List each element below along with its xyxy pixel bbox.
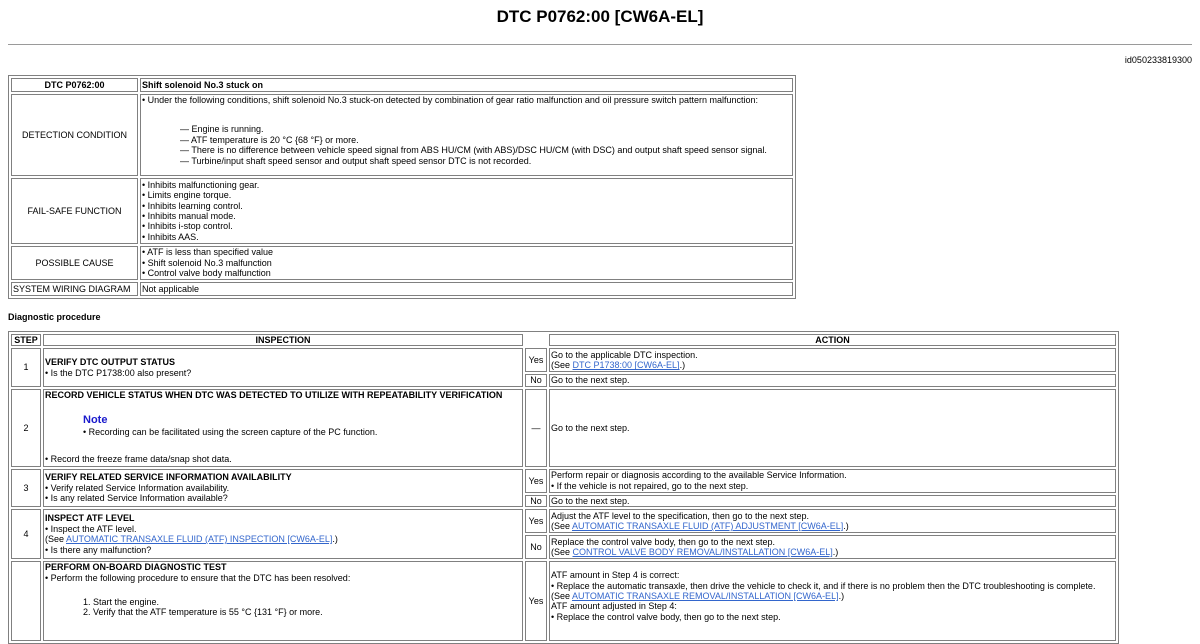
possible-cause-cell (140, 246, 793, 280)
inspection-cell (43, 348, 523, 386)
yes-label: Yes (525, 469, 547, 493)
detection-intro: • Under the following conditions, shift solenoid No.3 stuck-on detected by combination of gear ratio malfunction and oil pressure switch pattern malfunction: (142, 95, 758, 105)
inspection-cell (43, 469, 523, 507)
action-line: ATF amount in Step 4 is correct: (551, 570, 680, 581)
detection-item: — ATF temperature is 20 °C {68 °F} or more. (180, 134, 359, 145)
detection-condition-label: DETECTION CONDITION (11, 94, 138, 176)
failsafe-label: FAIL-SAFE FUNCTION (11, 178, 138, 244)
transaxle-removal-link[interactable]: AUTOMATIC TRANSAXLE REMOVAL/INSTALLATION [CW6A-EL] (572, 591, 839, 602)
action-line: • Replace the automatic transaxle, then drive the vehicle to check it, and if there is no problem then the DTC troubleshooting is complete. (551, 580, 1096, 591)
step-number: 3 (11, 469, 41, 507)
inspection-cell (43, 389, 523, 467)
step-number (11, 561, 41, 641)
failsafe-cell (140, 178, 793, 244)
possible-cause-label: POSSIBLE CAUSE (11, 246, 138, 280)
action-cell (549, 348, 1116, 372)
inspection-line: • Verify related Service Information availability. (45, 482, 230, 493)
cause-item: • Shift solenoid No.3 malfunction (142, 257, 272, 268)
see-prefix: (See (551, 360, 573, 371)
see-prefix: (See (45, 534, 67, 545)
procedure-step: 2. Verify that the ATF temperature is 55 °C {131 °F} or more. (83, 607, 323, 618)
cause-item: • ATF is less than specified value (142, 247, 274, 258)
note-text: • Recording can be facilitated using the screen capture of the PC function. (83, 427, 378, 438)
wiring-diagram-label: SYSTEM WIRING DIAGRAM (11, 282, 138, 296)
dtc-code-header: DTC P0762:00 (11, 78, 138, 92)
action-line: • If the vehicle is not repaired, go to the next step. (551, 480, 749, 491)
dash-label: — (525, 389, 547, 467)
action-line: • Replace the control valve body, then go to the next step. (551, 611, 781, 622)
diagnostic-procedure-table (8, 331, 1119, 644)
failsafe-item: • Inhibits manual mode. (142, 211, 236, 221)
document-id: id050233819300 (1124, 55, 1192, 65)
yes-label: Yes (525, 348, 547, 372)
see-prefix: (See (551, 547, 573, 558)
action-cell: Go to the next step. (549, 495, 1116, 507)
action-header: ACTION (549, 334, 1116, 346)
detection-item: — Engine is running. (180, 124, 264, 135)
failsafe-item: • Inhibits learning control. (142, 200, 243, 211)
action-line: Adjust the ATF level to the specification, then go to the next step. (551, 510, 809, 521)
inspection-header: INSPECTION (43, 334, 523, 346)
inspection-line: • Is any related Service Information available? (45, 493, 228, 504)
step-number: 1 (11, 348, 41, 386)
title-divider (8, 44, 1192, 45)
failsafe-item: • Inhibits i-stop control. (142, 221, 233, 232)
action-cell (549, 469, 1116, 493)
step-number: 2 (11, 389, 41, 467)
no-label: No (525, 495, 547, 507)
step-header: STEP (11, 334, 41, 346)
action-cell (549, 535, 1116, 559)
inspection-title: RECORD VEHICLE STATUS WHEN DTC WAS DETECTED TO UTILIZE WITH REPEATABILITY VERIFICATION (45, 389, 503, 400)
action-cell (549, 509, 1116, 533)
action-line: Go to the applicable DTC inspection. (551, 350, 698, 360)
cause-item: • Control valve body malfunction (142, 268, 271, 279)
inspection-cell (43, 561, 523, 641)
inspection-title: PERFORM ON-BOARD DIAGNOSTIC TEST (45, 562, 227, 573)
inspection-title: VERIFY RELATED SERVICE INFORMATION AVAILABILITY (45, 472, 292, 483)
yes-label: Yes (525, 561, 547, 641)
inspection-line: • Record the freeze frame data/snap shot data. (45, 453, 232, 464)
detection-item: — Turbine/input shaft speed sensor and output shaft speed sensor DTC is not recorded. (180, 155, 532, 166)
detection-condition-cell (140, 94, 793, 176)
inspection-title: VERIFY DTC OUTPUT STATUS (45, 357, 176, 368)
see-suffix: .) (679, 360, 686, 371)
step-number: 4 (11, 509, 41, 559)
note-label: Note (83, 414, 108, 427)
dtc-info-table (8, 75, 796, 299)
yes-label: Yes (525, 509, 547, 533)
inspection-cell (43, 509, 523, 559)
inspection-line: • Perform the following procedure to ensure that the DTC has been resolved: (45, 572, 351, 583)
atf-inspection-link[interactable]: AUTOMATIC TRANSAXLE FLUID (ATF) INSPECTION [CW6A-EL] (66, 534, 333, 545)
see-prefix: (See (551, 521, 573, 532)
action-line: ATF amount adjusted in Step 4: (551, 601, 677, 612)
see-suffix: .) (843, 521, 849, 532)
detection-item: — There is no difference between vehicle speed signal from ABS HU/CM (with ABS)/DSC HU/CM (with DSC) and output shaft speed sensor signal. (180, 145, 767, 156)
action-cell (549, 561, 1116, 641)
inspection-line: • Is there any malfunction? (45, 544, 152, 555)
inspection-line: • Is the DTC P1738:00 also present? (45, 367, 192, 378)
action-cell: Go to the next step. (549, 389, 1116, 467)
action-line: Perform repair or diagnosis according to the available Service Information. (551, 470, 847, 481)
action-line: Replace the control valve body, then go to the next step. (551, 536, 775, 547)
wiring-diagram-value: Not applicable (140, 282, 793, 296)
see-suffix: .) (832, 547, 839, 558)
dtc-desc-header: Shift solenoid No.3 stuck on (140, 78, 793, 92)
failsafe-item: • Inhibits AAS. (142, 231, 199, 242)
failsafe-item: • Inhibits malfunctioning gear. (142, 179, 260, 190)
inspection-title: INSPECT ATF LEVEL (45, 513, 135, 524)
see-suffix: .) (838, 591, 845, 602)
inspection-line: • Inspect the ATF level. (45, 523, 137, 534)
action-cell: Go to the next step. (549, 374, 1116, 386)
no-label: No (525, 374, 547, 386)
procedure-step: 1. Start the engine. (83, 597, 160, 608)
atf-adjustment-link[interactable]: AUTOMATIC TRANSAXLE FLUID (ATF) ADJUSTMENT [CW6A-EL] (572, 521, 844, 532)
control-valve-body-link[interactable]: CONTROL VALVE BODY REMOVAL/INSTALLATION [CW6A-EL] (572, 547, 833, 558)
no-label: No (525, 535, 547, 559)
see-suffix: .) (332, 534, 338, 545)
failsafe-item: • Limits engine torque. (142, 190, 232, 201)
see-prefix: (See (551, 591, 573, 602)
dtc-p1738-link[interactable]: DTC P1738:00 [CW6A-EL] (572, 360, 680, 371)
diagnostic-procedure-heading: Diagnostic procedure (8, 312, 101, 322)
page-title: DTC P0762:00 [CW6A-EL] (496, 7, 704, 26)
